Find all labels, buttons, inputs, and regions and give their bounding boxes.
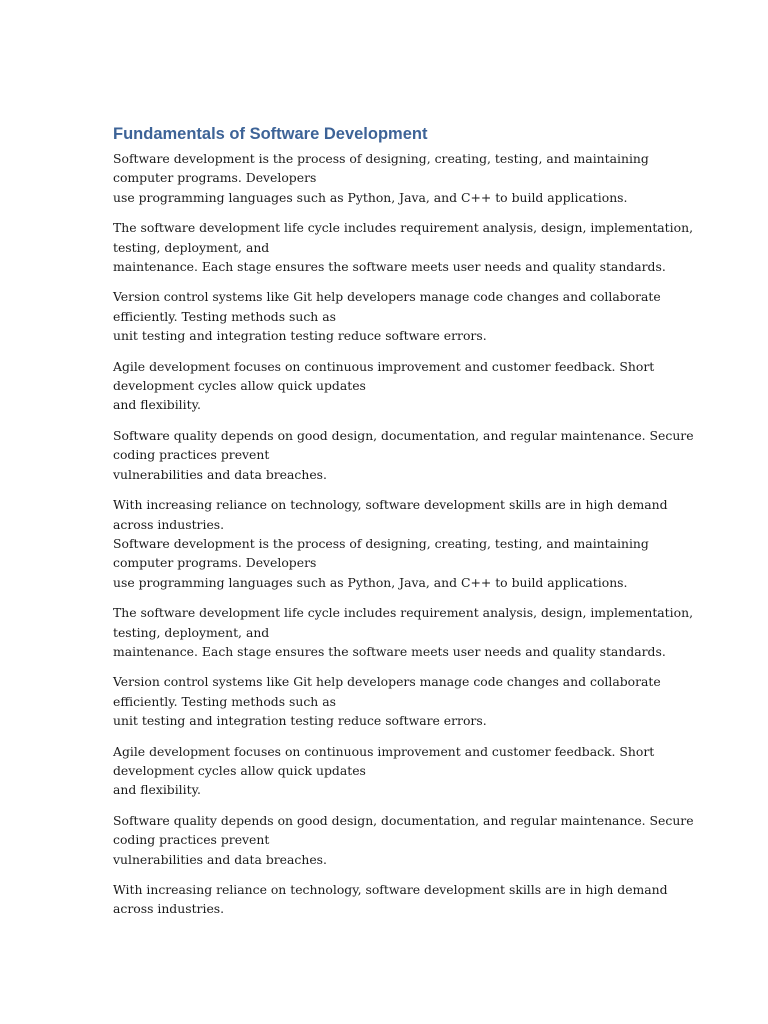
- paragraph-line: The software development life cycle includes requirement analysis, design, implementation,: [113, 220, 694, 236]
- body-paragraph: [113, 534, 673, 592]
- document-title: Fundamentals of Software Development: [113, 125, 428, 143]
- document-page: [113, 123, 694, 930]
- paragraph-line: unit testing and integration testing reduce software errors.: [113, 328, 487, 344]
- paragraph-line: development cycles allow quick updates: [113, 378, 366, 394]
- paragraph-line: across industries.: [113, 901, 225, 917]
- body-paragraph: [113, 149, 673, 207]
- body-paragraph: [113, 742, 673, 800]
- paragraph-line: use programming languages such as Python, Java, and C++ to build applications.: [113, 189, 628, 205]
- paragraph-line: and flexibility.: [113, 782, 201, 798]
- paragraph-line: development cycles allow quick updates: [113, 762, 366, 778]
- paragraph-line: efficiently. Testing methods such as: [113, 308, 336, 324]
- paragraph-line: testing, deployment, and: [113, 624, 270, 640]
- paragraph-line: computer programs. Developers: [113, 170, 317, 186]
- paragraph-line: unit testing and integration testing reduce software errors.: [113, 713, 487, 729]
- body-paragraph: [113, 218, 694, 276]
- paragraph-line: Agile development focuses on continuous improvement and customer feedback. Short: [113, 743, 655, 759]
- body-paragraph: [113, 880, 673, 919]
- paragraph-line: across industries.: [113, 516, 225, 532]
- paragraph-line: Version control systems like Git help developers manage code changes and collaborate: [113, 289, 661, 305]
- document-body: [113, 149, 694, 919]
- paragraph-line: computer programs. Developers: [113, 555, 317, 571]
- paragraph-line: testing, deployment, and: [113, 239, 270, 255]
- paragraph-line: vulnerabilities and data breaches.: [113, 466, 327, 482]
- paragraph-line: efficiently. Testing methods such as: [113, 693, 336, 709]
- body-paragraph: [113, 426, 694, 484]
- paragraph-line: Software quality depends on good design, documentation, and regular maintenance. Secure: [113, 427, 694, 443]
- paragraph-line: coding practices prevent: [113, 832, 270, 848]
- paragraph-line: coding practices prevent: [113, 447, 270, 463]
- paragraph-line: Software development is the process of designing, creating, testing, and maintaining: [113, 151, 649, 166]
- paragraph-line: maintenance. Each stage ensures the software meets user needs and quality standards.: [113, 259, 666, 275]
- paragraph-line: Software quality depends on good design, documentation, and regular maintenance. Secure: [113, 812, 694, 828]
- body-paragraph: [113, 672, 673, 730]
- paragraph-line: and flexibility.: [113, 397, 201, 413]
- paragraph-line: use programming languages such as Python, Java, and C++ to build applications.: [113, 574, 628, 590]
- body-paragraph: [113, 357, 673, 415]
- paragraph-line: Software development is the process of designing, creating, testing, and maintaining: [113, 535, 649, 551]
- paragraph-line: Agile development focuses on continuous improvement and customer feedback. Short: [113, 358, 655, 374]
- paragraph-line: Version control systems like Git help developers manage code changes and collaborate: [113, 674, 661, 690]
- body-paragraph: [113, 811, 694, 869]
- paragraph-line: vulnerabilities and data breaches.: [113, 851, 327, 867]
- paragraph-line: maintenance. Each stage ensures the software meets user needs and quality standards.: [113, 643, 666, 659]
- paragraph-line: With increasing reliance on technology, software development skills are in high demand: [113, 882, 668, 897]
- body-paragraph: [113, 495, 673, 534]
- paragraph-line: The software development life cycle includes requirement analysis, design, implementation,: [113, 605, 694, 621]
- paragraph-line: With increasing reliance on technology, software development skills are in high demand: [113, 497, 668, 513]
- body-paragraph: [113, 603, 694, 661]
- body-paragraph: [113, 287, 673, 345]
